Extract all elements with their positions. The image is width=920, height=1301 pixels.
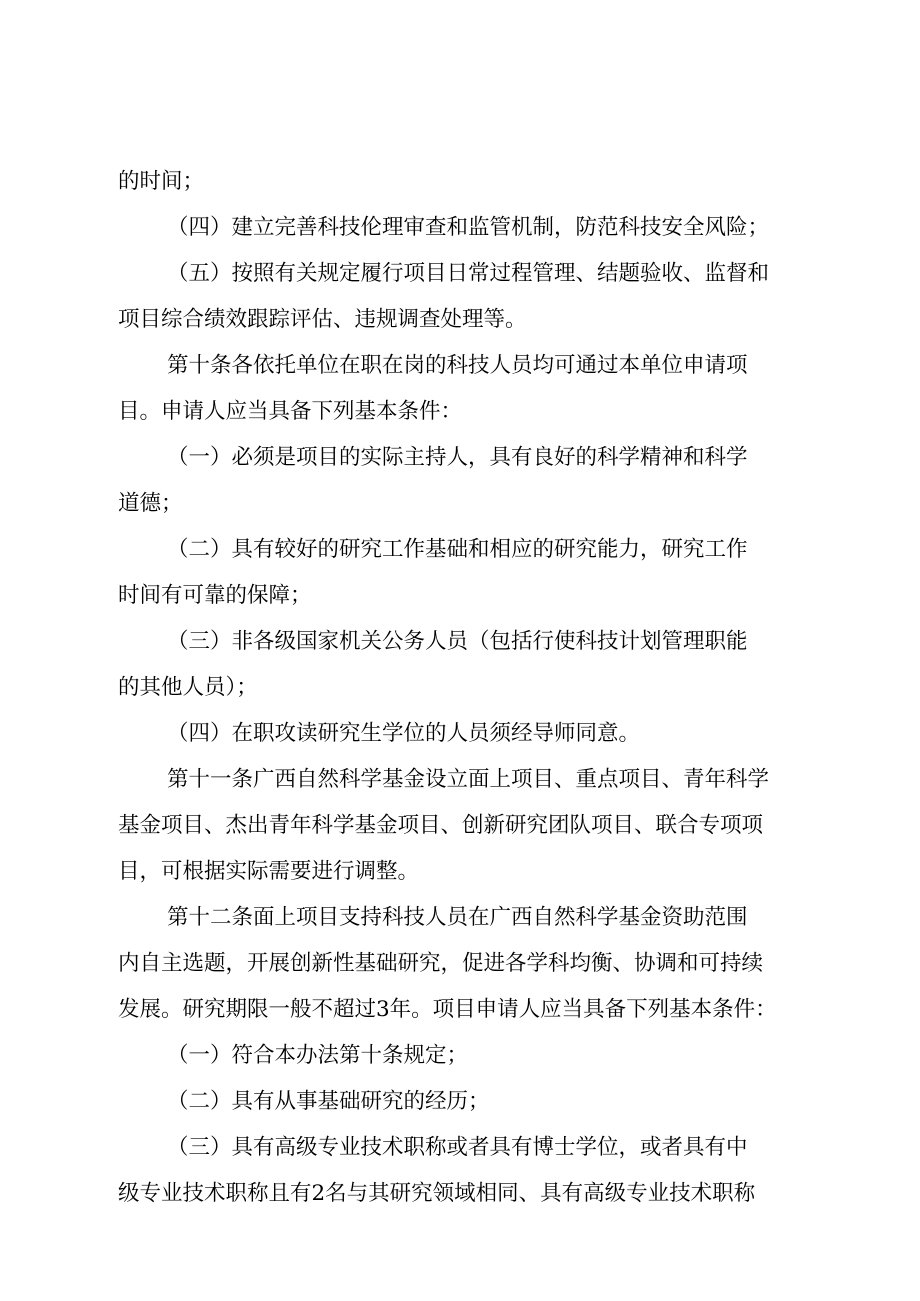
text-line-4: 项目综合绩效跟踪评估、违规调查处理等。 <box>118 307 527 332</box>
text-line-21: （二）具有从事基础研究的经历； <box>167 1089 490 1114</box>
text-line-18: 内自主选题，开展创新性基础研究，促进各学科均衡、协调和可持续 <box>118 951 764 976</box>
text-line-6: 目。申请人应当具备下列基本条件： <box>118 399 463 424</box>
text-line-15: 基金项目、杰出青年科学基金项目、创新研究团队项目、联合专项项 <box>118 813 764 838</box>
text-line-22: （三）具有高级专业技术职称或者具有博士学位，或者具有中 <box>167 1135 748 1160</box>
text-line-7: （一）必须是项目的实际主持人，具有良好的科学精神和科学 <box>167 445 748 470</box>
text-line-11: （三）非各级国家机关公务人员（包括行使科技计划管理职能 <box>167 629 748 654</box>
text-line-8: 道德； <box>118 491 183 516</box>
text-line-1: 的时间； <box>118 169 205 194</box>
text-line-20: （一）符合本办法第十条规定； <box>167 1043 469 1068</box>
text-line-17: 第十二条面上项目支持科技人员在广西自然科学基金资助范围 <box>167 905 748 930</box>
text-line-12: 的其他人员）； <box>118 675 258 700</box>
text-line-5: 第十条各依托单位在职在岗的科技人员均可通过本单位申请项 <box>167 353 748 378</box>
text-line-9: （二）具有较好的研究工作基础和相应的研究能力，研究工作 <box>167 537 748 562</box>
text-line-3: （五）按照有关规定履行项目日常过程管理、结题验收、监督和 <box>167 261 770 286</box>
text-line-2: （四）建立完善科技伦理审查和监管机制，防范科技安全风险； <box>167 215 770 240</box>
text-line-14: 第十一条广西自然科学基金设立面上项目、重点项目、青年科学 <box>167 767 770 792</box>
text-line-23: 级专业技术职称且有2名与其研究领域相同、具有高级专业技术职称 <box>118 1181 756 1206</box>
text-line-10: 时间有可靠的保障； <box>118 583 312 608</box>
text-line-13: （四）在职攻读研究生学位的人员须经导师同意。 <box>167 721 641 746</box>
text-line-16: 目，可根据实际需要进行调整。 <box>118 859 420 884</box>
text-line-19: 发展。研究期限一般不超过3年。项目申请人应当具备下列基本条件： <box>118 997 777 1022</box>
